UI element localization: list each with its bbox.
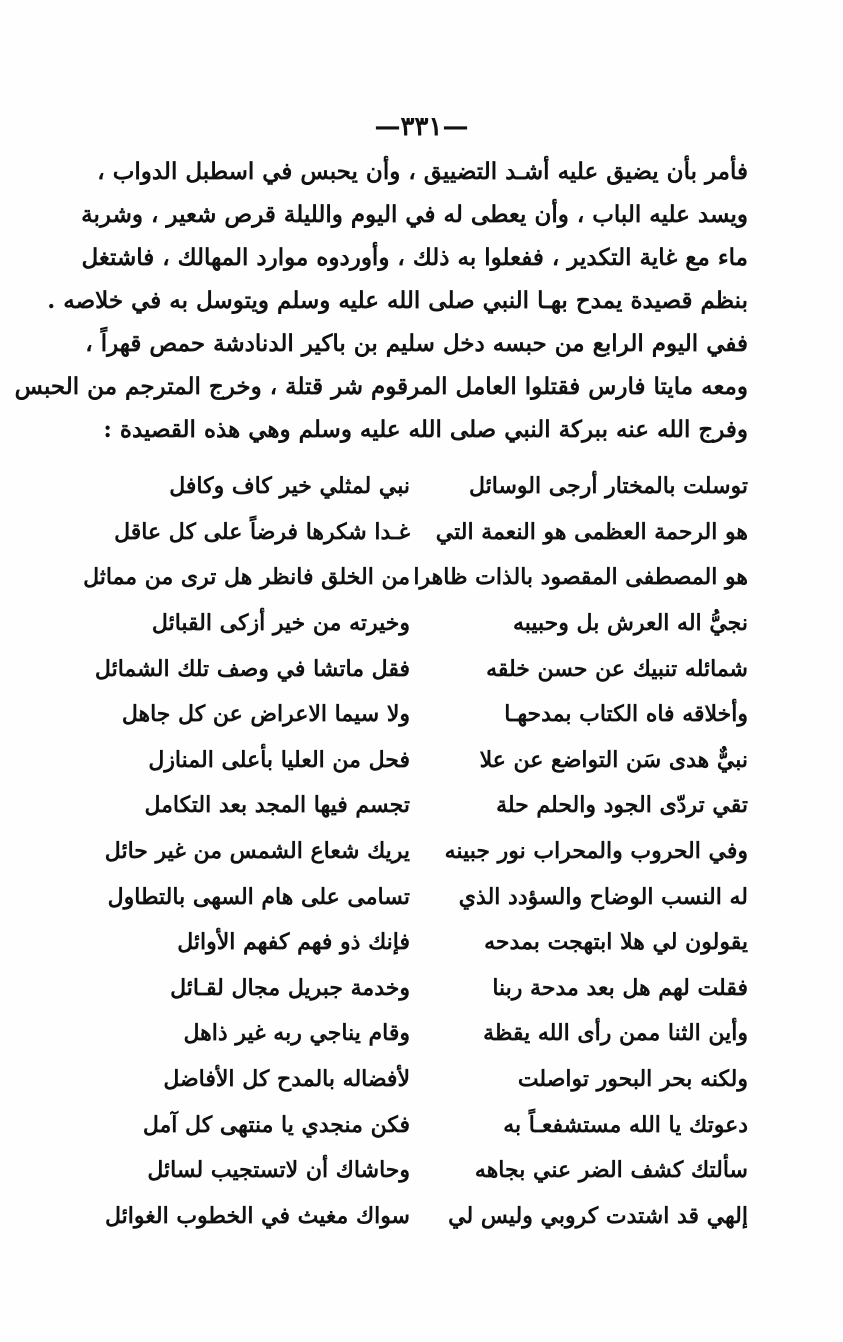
verse: [100, 829, 748, 875]
verse: [94, 646, 748, 692]
verse: [100, 1057, 748, 1103]
verse-second-hemistich: وخدمة جبريل مجال لقـائل: [170, 974, 410, 1001]
verse-second-hemistich: يريك شعاع الشمس من غير حائل: [104, 838, 410, 865]
prose-line: بنظم قصيدة يمدح بهـا النبي صلى الله عليه وسلم ويتوسل به في خلاصه .: [47, 287, 748, 314]
verse-first-hemistich: فقلت لهم هل بعد مدحة ربنا: [492, 974, 748, 1001]
verse-first-hemistich: سألتك كشف الضر عني بجاهه: [474, 1157, 748, 1184]
verse-second-hemistich: تسامى على هام السهى بالتطاول: [107, 883, 410, 910]
verse: [100, 874, 748, 920]
verse-first-hemistich: نبيٌّ هدى سَن التواضع عن علا: [479, 746, 748, 773]
verse: [100, 1102, 748, 1148]
verse-first-hemistich: شمائله تنبيك عن حسن خلقه: [486, 655, 748, 682]
verse-second-hemistich: سواك مغيث في الخطوب الغوائل: [104, 1202, 410, 1229]
verse-first-hemistich: إلهي قد اشتدت كروبي وليس لي: [448, 1202, 748, 1229]
verse: [100, 1011, 748, 1057]
verse: [100, 920, 748, 966]
verse-second-hemistich: فحل من العليا بأعلى المنازل: [148, 746, 410, 773]
verse-first-hemistich: له النسب الوضاح والسؤدد الذي: [458, 883, 748, 910]
verse-first-hemistich: تقي تردّى الجود والحلم حلة: [496, 792, 748, 819]
verse-first-hemistich: دعوتك يا الله مستشفعـاً به: [503, 1111, 748, 1138]
verse: [100, 783, 748, 829]
verse-second-hemistich: فقل ماتشا في وصف تلك الشمائل: [94, 655, 410, 682]
prose-line: ففي اليوم الرابع من حبسه دخل سليم بن باكير الدنادشة حمص قهراً ،: [85, 330, 748, 357]
prose-line: وفرج الله عنه ببركة النبي صلى الله عليه وسلم وهي هذه القصيدة :: [103, 416, 748, 443]
verse-first-hemistich: نجيُّ اله العرش بل وحبيبه: [512, 610, 748, 637]
verse: [100, 1148, 748, 1194]
verse-second-hemistich: وحاشاك أن لاتستجيب لسائل: [147, 1157, 410, 1184]
verse: [100, 738, 748, 784]
verse-first-hemistich: هو الرحمة العظمى هو النعمة التي: [435, 518, 748, 545]
verse: [100, 1194, 748, 1240]
verse: [100, 510, 748, 556]
prose-line: ومعه مايتا فارس فقتلوا العامل المرقوم شر قتلة ، وخرج المترجم من الحبس: [14, 373, 748, 400]
verse: [100, 601, 748, 647]
verse-first-hemistich: وأخلاقه فاه الكتاب بمدحهـا: [504, 701, 748, 728]
verse-second-hemistich: فإنك ذو فهم كفهم الأوائل: [177, 929, 410, 956]
verse-second-hemistich: فكن منجدي يا منتهى كل آمل: [142, 1111, 410, 1138]
verse-second-hemistich: وقام يناجي ربه غير ذاهل: [183, 1020, 410, 1047]
verse-second-hemistich: غـدا شكرها فرضاً على كل عاقل: [114, 518, 410, 545]
prose-line: فأمر بأن يضيق عليه أشـد التضييق ، وأن يحبس في اسطبل الدواب ،: [97, 158, 748, 185]
verse-first-hemistich: وأين الثنا ممن رأى الله يقظة: [483, 1020, 748, 1047]
verse: [100, 464, 748, 510]
verse-first-hemistich: توسلت بالمختار أرجى الوسائل: [469, 473, 748, 500]
verse-first-hemistich: ولكنه بحر البحور تواصلت: [517, 1066, 748, 1093]
verse-first-hemistich: وفي الحروب والمحراب نور جبينه: [444, 838, 748, 865]
prose-line: ماء مع غاية التكدير ، ففعلوا به ذلك ، وأوردوه موارد المهالك ، فاشتغل: [81, 244, 748, 271]
verse-second-hemistich: وخيرته من خير أزكى القبائل: [151, 610, 410, 637]
verse: [100, 966, 748, 1012]
verse-second-hemistich: نبي لمثلي خير كاف وكافل: [169, 473, 410, 500]
verse: [83, 555, 748, 601]
verse-second-hemistich: ولا سيما الاعراض عن كل جاهل: [121, 701, 410, 728]
verse-first-hemistich: يقولون لي هلا ابتهجت بمدحه: [484, 929, 748, 956]
verse: [100, 692, 748, 738]
page-number: —٣٣١—: [374, 112, 469, 142]
verse-second-hemistich: من الخلق فانظر هل ترى من مماثل: [83, 564, 410, 591]
verse-first-hemistich: هو المصطفى المقصود بالذات ظاهرا: [413, 564, 748, 591]
verse-second-hemistich: لأفضاله بالمدح كل الأفاضل: [163, 1066, 410, 1093]
verse-second-hemistich: تجسم فيها المجد بعد التكامل: [144, 792, 410, 819]
prose-paragraph: [14, 150, 748, 451]
prose-line: ويسد عليه الباب ، وأن يعطى له في اليوم والليلة قرص شعير ، وشربة: [81, 201, 748, 228]
poem: [83, 464, 748, 1239]
